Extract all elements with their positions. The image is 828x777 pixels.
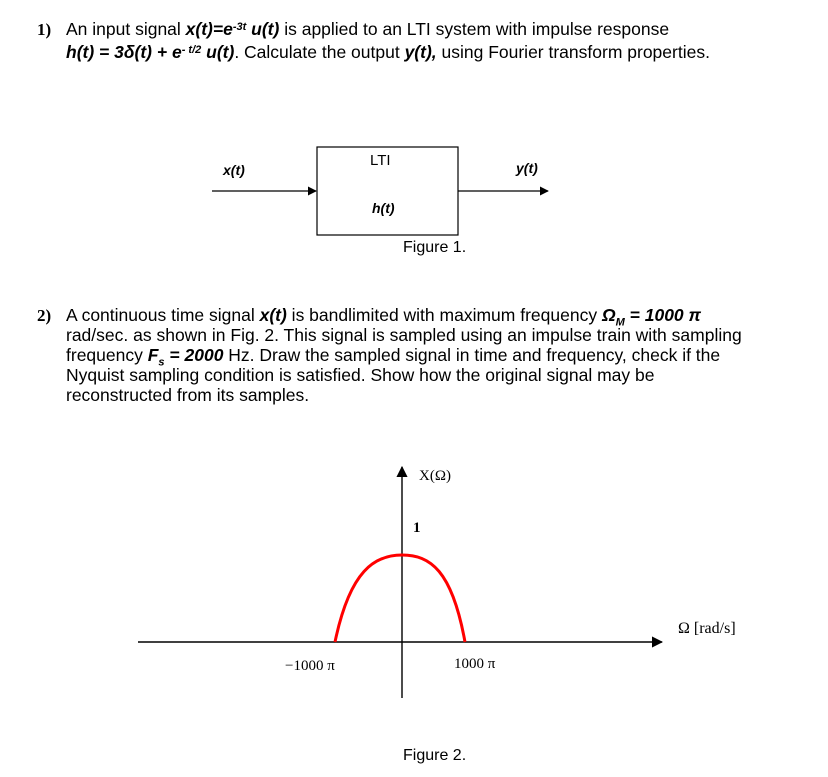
q1-output-signal: y(t), <box>404 42 437 62</box>
q2-text: A continuous time signal <box>66 305 260 325</box>
q2-text: frequency <box>66 345 148 365</box>
q1-text: is applied to an LTI system with impulse response <box>279 19 670 39</box>
q2-number: 2) <box>37 306 52 325</box>
q1-text: An input signal <box>66 19 186 39</box>
figure-1-caption: Figure 1. <box>403 239 467 256</box>
q1-impulse-step: u(t) <box>201 42 235 62</box>
q2-line-5: reconstructed from its samples. <box>66 385 310 405</box>
q2-line-4: Nyquist sampling condition is satisfied. Show how the original signal may be <box>66 365 655 385</box>
q1-input-signal: x(t)=e <box>185 19 233 39</box>
q2-fs-value: = 2000 <box>164 345 224 365</box>
figure-2-caption: Figure 2. <box>403 747 467 764</box>
lti-label: LTI <box>370 152 391 169</box>
negative-tick-label: −1000 π <box>285 658 335 674</box>
q1-text: using Fourier transform properties. <box>436 42 710 62</box>
q2-fs-symbol: F <box>147 345 159 365</box>
q2-omega-subscript: M <box>615 316 625 329</box>
q2-omega-symbol: Ω <box>601 305 616 325</box>
peak-value-label: 1 <box>413 520 421 536</box>
q2-text: is bandlimited with maximum frequency <box>286 305 602 325</box>
spectrum-curve <box>335 555 465 642</box>
frequency-axis-label: Ω [rad/s] <box>678 620 736 637</box>
q1-number: 1) <box>37 20 52 39</box>
impulse-response-label: h(t) <box>372 200 395 216</box>
q1-input-exponent: -3t <box>232 21 247 33</box>
q1-impulse-exponent: - t/2 <box>181 44 202 56</box>
q2-omega-value: = 1000 π <box>624 305 701 325</box>
q2-line-2: rad/sec. as shown in Fig. 2. This signal is sampled using an impulse train with sampling <box>66 325 742 345</box>
q1-input-step: u(t) <box>246 19 280 39</box>
magnitude-axis-label: X(Ω) <box>419 468 451 484</box>
q2-signal: x(t) <box>259 305 287 325</box>
positive-tick-label: 1000 π <box>454 656 496 672</box>
input-label: x(t) <box>223 162 245 178</box>
q2-text: Hz. Draw the sampled signal in time and frequency, check if the <box>223 345 721 365</box>
q1-text: . Calculate the output <box>234 42 405 62</box>
q1-impulse-response: h(t) = 3δ(t) + e <box>66 42 182 62</box>
figure-2-plot <box>0 440 828 720</box>
output-label: y(t) <box>516 160 538 176</box>
q2-fs-subscript: s <box>158 356 165 369</box>
